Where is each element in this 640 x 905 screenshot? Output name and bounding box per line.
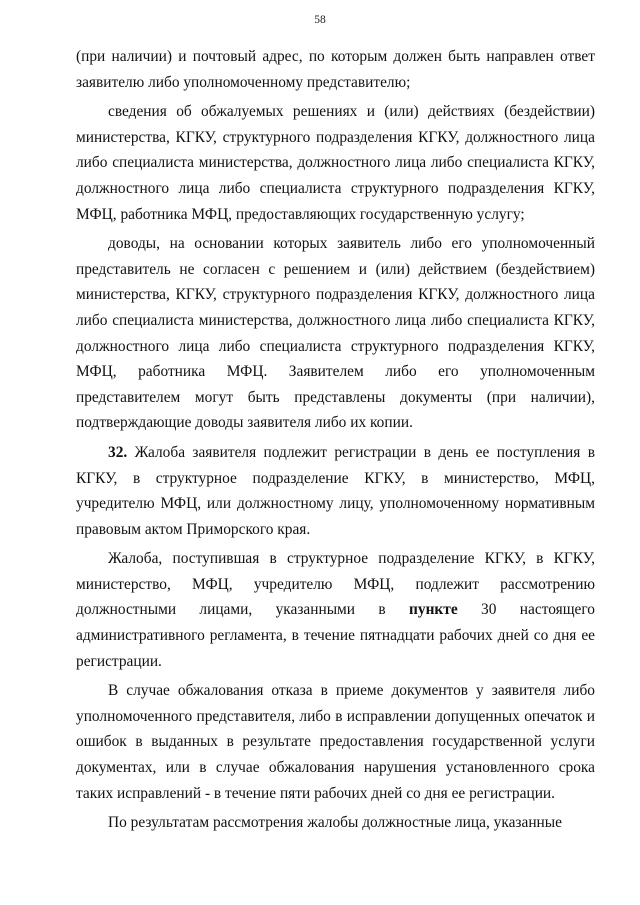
page-number: 58: [314, 14, 326, 26]
paragraph-contact-address: (при наличии) и почтовый адрес, по которым должен быть направлен ответ заявителю либо уполномоченному представителю;: [76, 48, 595, 91]
review-period-text-end: 30 настоящего административного регламента, в течение пятнадцати рабочих дней со дня ее регистрации.: [76, 601, 595, 670]
paragraph-refusal-appeal: В случае обжалования отказа в приеме документов у заявителя либо уполномоченного представителя, либо в исправлении допущенных опечаток и ошибок в выданных в результате предоставления государственной услуги документах, или в случае обжалования нарушения установленного срока таких исправлений - в течение пяти рабочих дней со дня ее регистрации.: [76, 682, 595, 802]
paragraph-arguments: доводы, на основании которых заявитель либо его уполномоченный представитель не согласен с решением и (или) действием (бездействием) министерства, КГКУ, структурного подразделения КГКУ, должностного лица либо специалиста министерства, должностного лица либо специалиста КГКУ, должностного лица либо специалиста структурного подразделения КГКУ, МФЦ, работника МФЦ. Заявителем либо его уполномоченным представителем могут быть представлены документы (при наличии), подтверждающие доводы заявителя либо их копии.: [76, 235, 595, 432]
paragraph-review-results: По результатам рассмотрения жалобы должностные лица, указанные: [108, 814, 562, 832]
clause-number: 32.: [108, 443, 128, 461]
paragraph-review-period: [76, 546, 595, 674]
review-period-text-start: Жалоба, поступившая в структурное подразделение КГКУ, в КГКУ, министерство, МФЦ, учредителю МФЦ, подлежит рассмотрению должностными лицами, указанными в: [76, 550, 595, 619]
bold-word-clause: пункте: [409, 601, 458, 619]
paragraph-appealed-decisions: сведения об обжалуемых решениях и (или) действиях (бездействии) министерства, КГКУ, структурного подразделения КГКУ, должностного лица либо специалиста министерства, должностного лица либо специалиста КГКУ, должностного лица либо специалиста структурного подразделения КГКУ, МФЦ, работника МФЦ, предоставляющих государственную услугу;: [76, 103, 595, 223]
paragraph-32-registration: [76, 440, 595, 542]
paragraph-32-text: Жалоба заявителя подлежит регистрации в день ее поступления в КГКУ, в структурное подразделение КГКУ, в министерство, МФЦ, учредителю МФЦ, или должностному лицу, уполномоченному нормативным правовым актом Приморского края.: [76, 443, 595, 538]
document-body: [76, 44, 595, 840]
